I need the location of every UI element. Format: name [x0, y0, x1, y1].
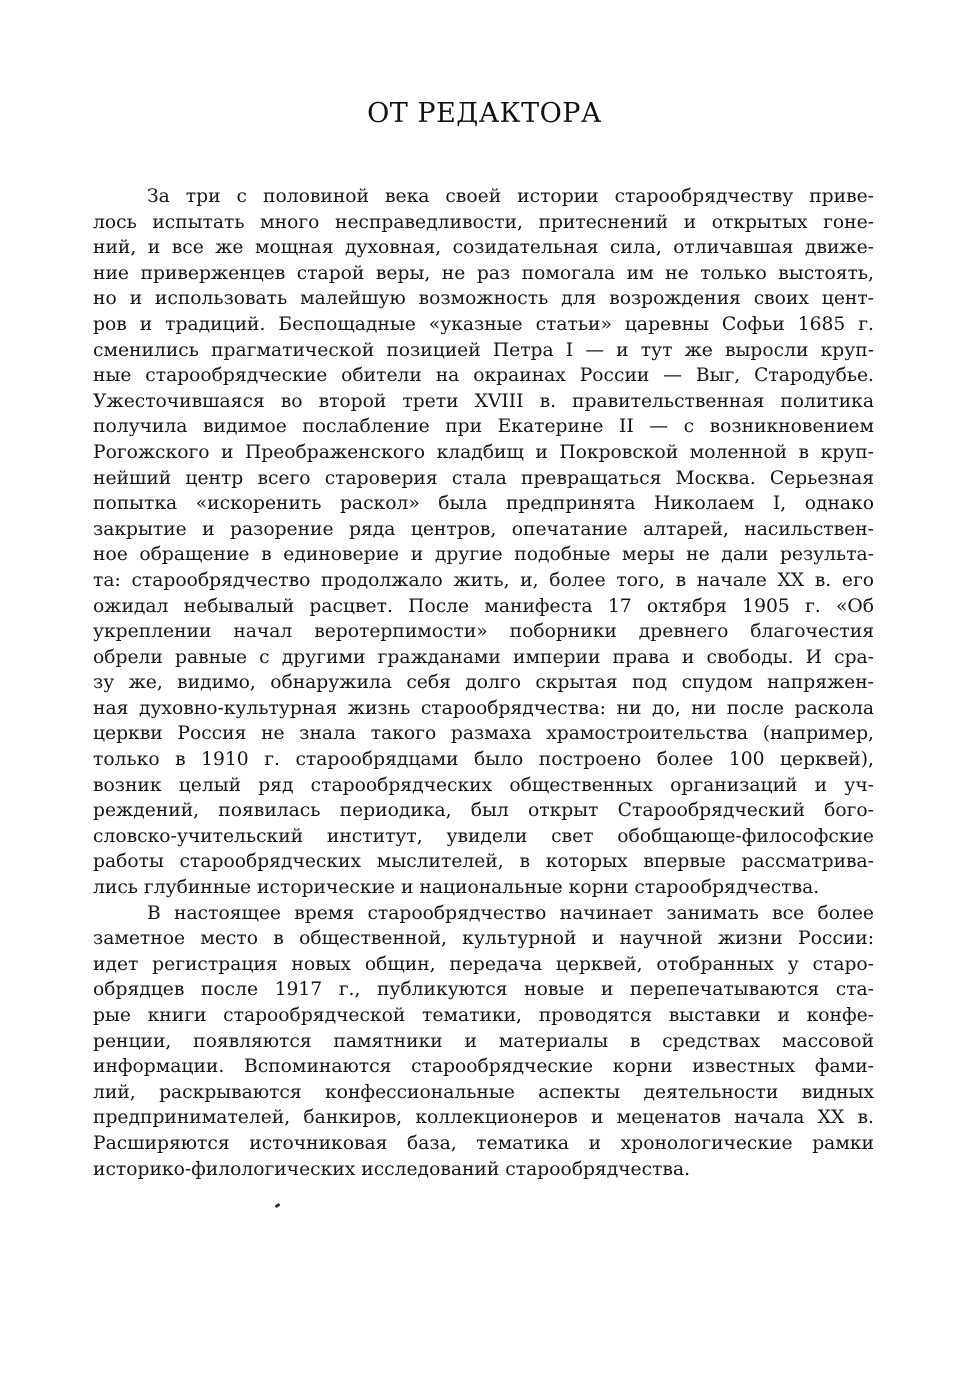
text-line: лось испытать много несправедливости, притеснений и открытых гоне-: [93, 211, 874, 233]
text-line: зу же, видимо, обнаружила себя долго скрытая под спудом напряжен-: [93, 672, 874, 694]
paragraph-2: [93, 901, 874, 1183]
text-line: словско-учительский институт, увидели свет обобщающе-философские: [93, 825, 874, 847]
text-line: лий, раскрываются конфессиональные аспекты деятельности видных: [93, 1081, 874, 1103]
text-line: укреплении начал веротерпимости» поборники древнего благочестия: [93, 621, 874, 643]
text-line: Ужесточившаяся во второй трети XVIII в. правительственная политика: [93, 390, 874, 412]
text-line: возник целый ряд старообрядческих общественных организаций и уч-: [93, 774, 874, 796]
text-line: обрядцев после 1917 г., публикуются новые и перепечатываются ста-: [93, 979, 874, 1001]
text-line: та: старообрядчество продолжало жить, и, более того, в начале XX в. его: [93, 569, 874, 591]
text-line: историко-филологических исследований старообрядчества.: [93, 1158, 691, 1180]
text-line: предпринимателей, банкиров, коллекционеров и меценатов начала XX в.: [93, 1107, 874, 1129]
text-line: ожидал небывалый расцвет. После манифеста 17 октября 1905 г. «Об: [93, 595, 874, 617]
text-line: За три с половиной века своей истории старообрядчеству приве-: [147, 186, 874, 207]
text-line: только в 1910 г. старообрядцами было построено более 100 церквей),: [93, 749, 874, 771]
text-line: заметное место в общественной, культурной и научной жизни России:: [93, 928, 874, 950]
text-line: информации. Вспоминаются старообрядческие корни известных фами-: [93, 1056, 874, 1078]
text-line: лись глубинные исторические и национальные корни старообрядчества.: [93, 877, 820, 899]
text-line: ные старообрядческие обители на окраинах России — Выг, Стародубье.: [93, 365, 874, 387]
text-line: ров и традиций. Беспощадные «указные статьи» царевны Софьи 1685 г.: [93, 313, 874, 335]
paragraph-1: [93, 184, 874, 901]
text-line: ренции, появляются памятники и материалы в средствах массовой: [93, 1030, 874, 1052]
text-line: Рогожского и Преображенского кладбищ и Покровской моленной в круп-: [93, 441, 874, 463]
print-speck: [275, 1203, 281, 1208]
text-line: ний, и все же мощная духовная, созидательная сила, отличавшая движе-: [93, 237, 874, 259]
text-line: но и использовать малейшую возможность для возрождения своих цент-: [93, 288, 874, 310]
text-line: церкви Россия не знала такого размаха храмостроительства (например,: [93, 723, 874, 745]
body-text: [93, 184, 874, 1182]
page-title: ОТ РЕДАКТОРА: [367, 98, 602, 129]
text-line: работы старообрядческих мыслителей, в которых впервые рассматрива-: [93, 851, 874, 873]
text-line: рые книги старообрядческой тематики, проводятся выставки и конфе-: [93, 1005, 874, 1026]
text-line: ное обращение в единоверие и другие подобные меры не дали результа-: [93, 544, 874, 566]
text-line: получила видимое послабление при Екатерине II — с возникновением: [93, 416, 874, 438]
text-line: ние приверженцев старой веры, не раз помогала им не только выстоять,: [93, 262, 874, 284]
text-line: попытка «искоренить раскол» была предпринята Николаем I, однако: [93, 493, 874, 515]
text-line: закрытие и разорение ряда центров, опечатание алтарей, насильствен-: [93, 518, 874, 540]
text-line: реждений, появилась периодика, был открыт Старообрядческий бого-: [93, 800, 874, 822]
text-line: ная духовно-культурная жизнь старообрядчества: ни до, ни после раскола: [93, 697, 874, 719]
text-line: сменились прагматической позицией Петра I — и тут же выросли круп-: [93, 339, 874, 361]
text-line: идет регистрация новых общин, передача церквей, отобранных у старо-: [93, 953, 874, 975]
text-line: В настоящее время старообрядчество начинает занимать все более: [147, 902, 874, 924]
text-line: обрели равные с другими гражданами империи права и свободы. И сра-: [93, 646, 874, 668]
text-line: нейший центр всего староверия стала превращаться Москва. Серьезная: [93, 467, 874, 489]
text-line: Расширяются источниковая база, тематика и хронологические рамки: [93, 1132, 874, 1154]
